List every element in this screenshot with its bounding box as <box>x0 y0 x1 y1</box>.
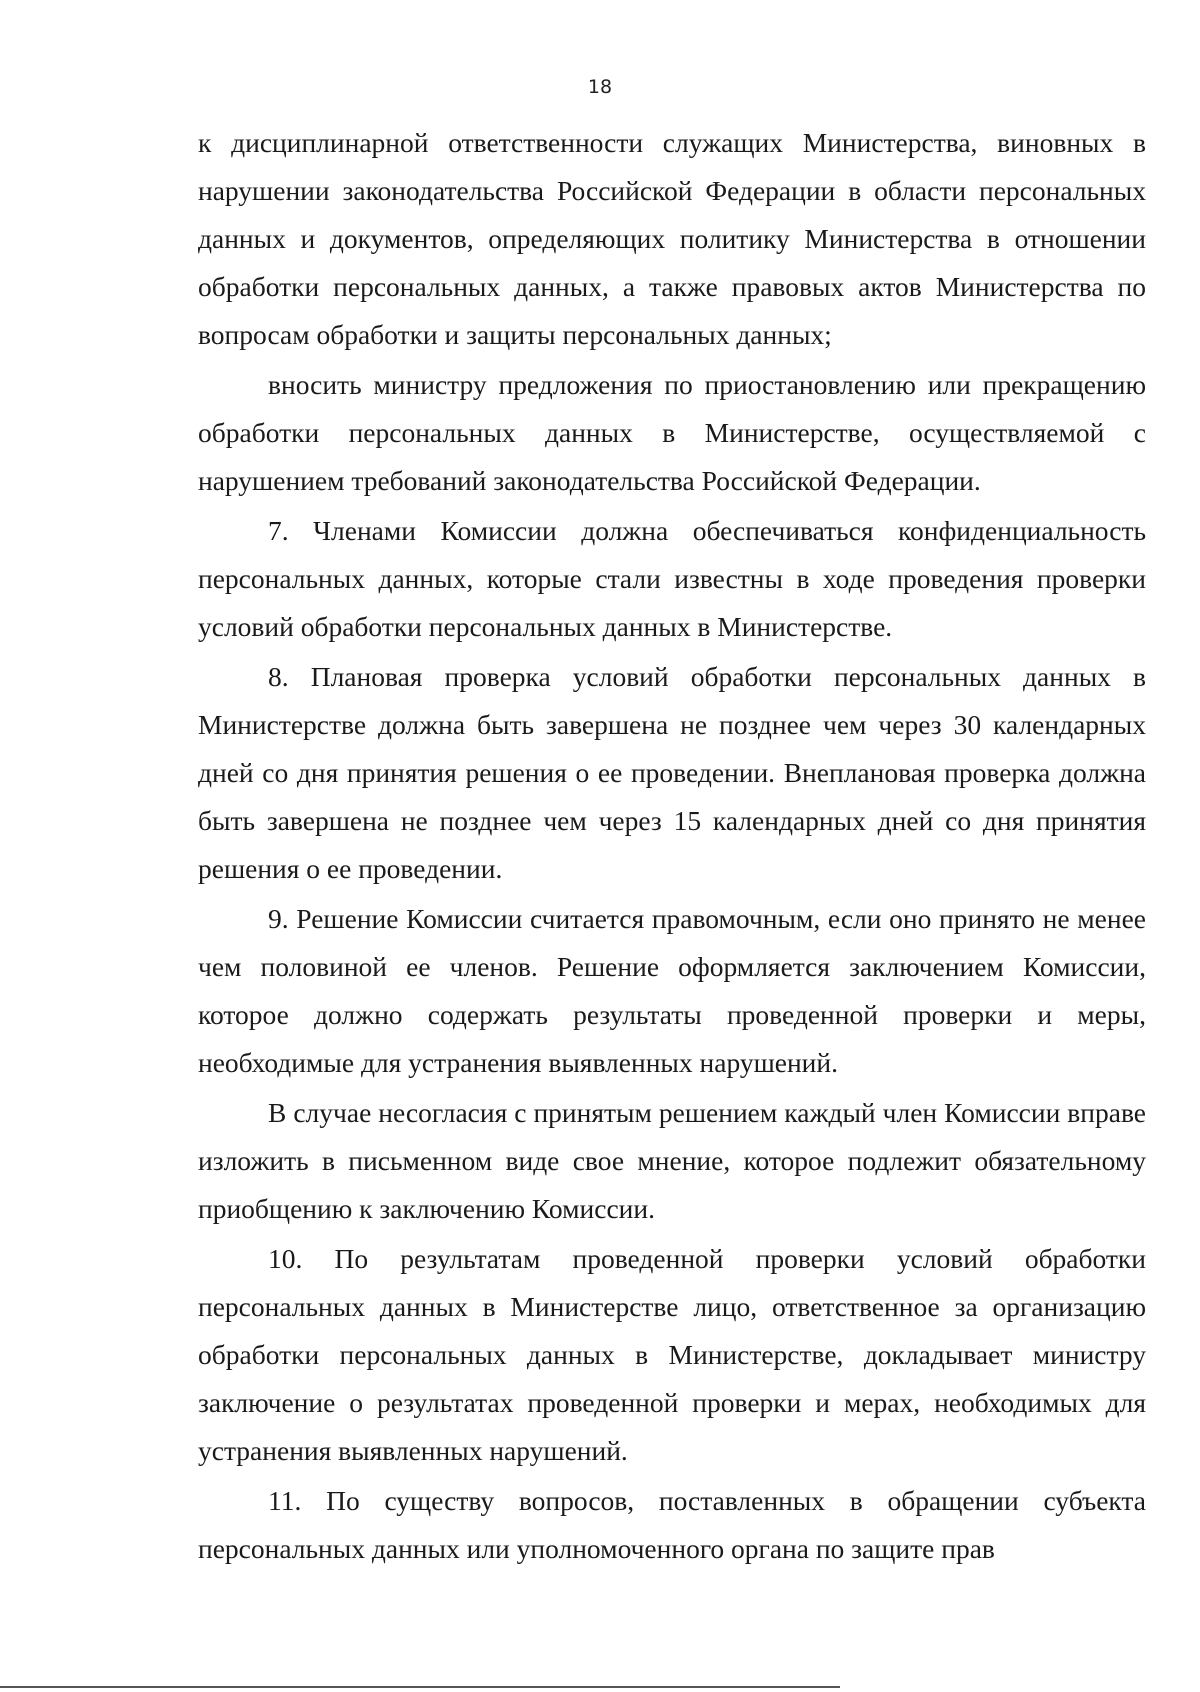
paragraph-proposals: вносить министру предложения по приостановлению или прекращению обработки персональных данных в Министерстве, осуществляемой с нарушением требований законодательства Российской Федерации. <box>198 369 1146 496</box>
paragraph-item-9: 9. Решение Комиссии считается правомочным, если оно принято не менее чем половиной ее членов. Решение оформляется заключением Комиссии, которое должно содержать результаты проведенной проверки и меры, необходимые для устранения выявленных нарушений. <box>198 903 1146 1078</box>
paragraph-item-8: 8. Плановая проверка условий обработки персональных данных в Министерстве должна быть завершена не позднее чем через 30 календарных дней со дня принятия решения о ее проведении. Внеплановая проверка должна быть завершена не позднее чем через 15 календарных дней со дня принятия решения о ее проведении. <box>198 661 1146 884</box>
paragraph-item-10: 10. По результатам проведенной проверки условий обработки персональных данных в Министерстве лицо, ответственное за организацию обработки персональных данных в Министерстве, докладывает министру заключение о результатах проведенной проверки и мерах, необходимых для устранения выявленных нарушений. <box>198 1243 1146 1466</box>
paragraph-disagreement: В случае несогласия с принятым решением каждый член Комиссии вправе изложить в письменном виде свое мнение, которое подлежит обязательному приобщению к заключению Комиссии. <box>198 1097 1146 1224</box>
paragraph-item-11: 11. По существу вопросов, поставленных в обращении субъекта персональных данных или уполномоченного органа по защите прав <box>198 1485 1146 1564</box>
page-number: 18 <box>587 76 613 98</box>
paragraph-continuation: к дисциплинарной ответственности служащих Министерства, виновных в нарушении законодательства Российской Федерации в области персональных данных и документов, определяющих политику Министерства в отношении обработки персональных данных, а также правовых актов Министерства по вопросам обработки и защиты персональных данных; <box>198 127 1146 350</box>
scan-edge-line <box>0 1686 840 1688</box>
paragraph-item-7: 7. Членами Комиссии должна обеспечиваться конфиденциальность персональных данных, которые стали известны в ходе проведения проверки условий обработки персональных данных в Министерстве. <box>198 515 1146 642</box>
document-body <box>198 119 1146 1575</box>
